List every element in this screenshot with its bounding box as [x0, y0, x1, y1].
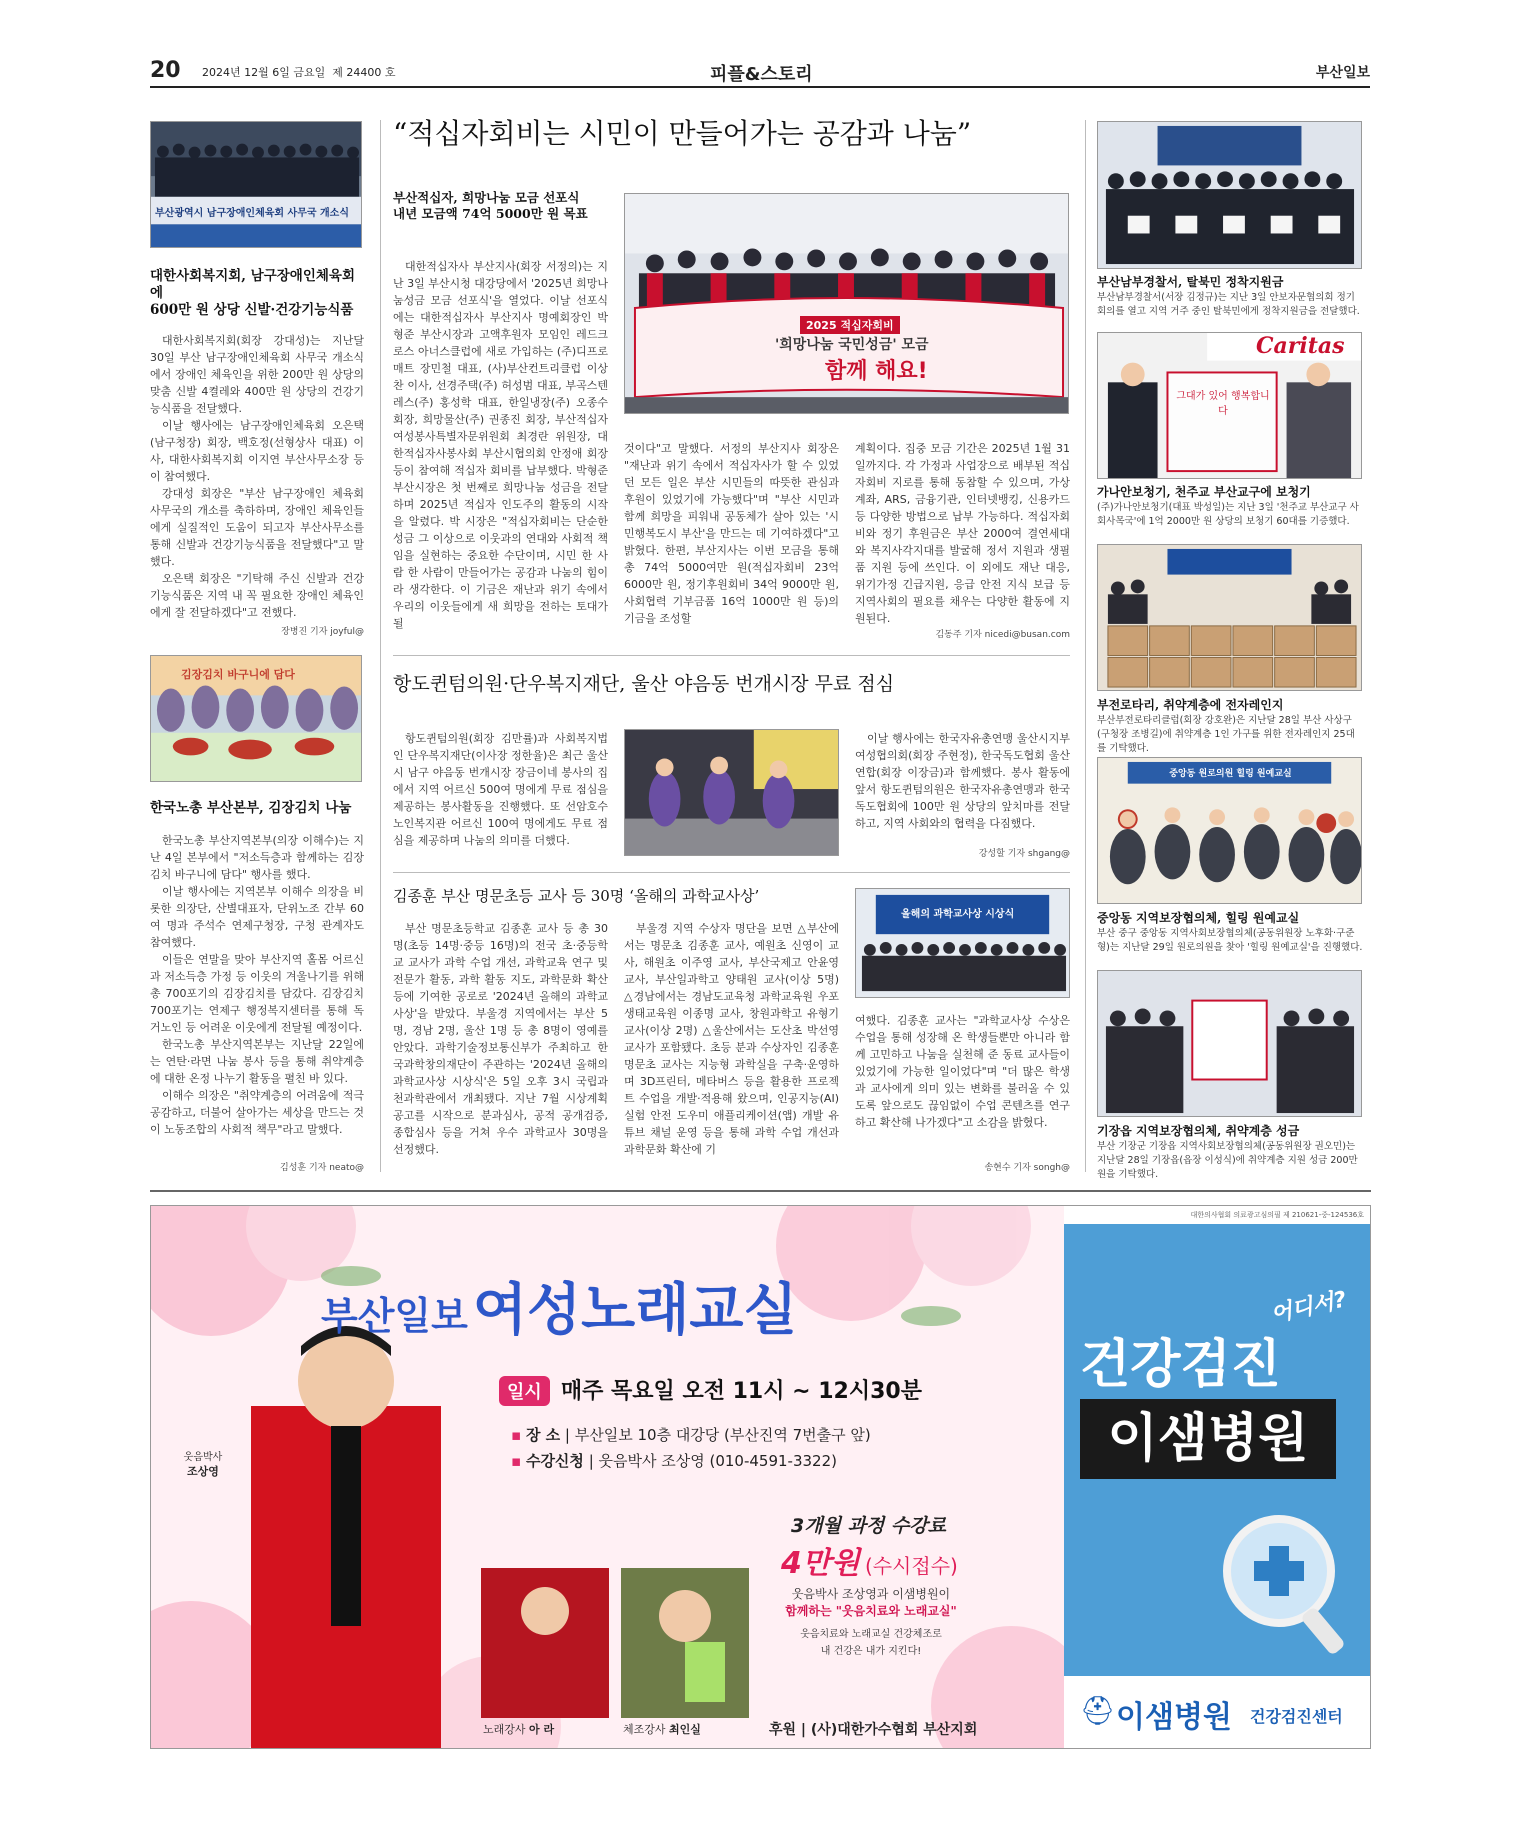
teacher2-label: 체조강사 최인실 — [623, 1723, 701, 1736]
article-c-col3: 여했다. 김종훈 교사는 "과학교사상 수상은 수업을 통해 성장해 온 학생들뿐만 아니라 함께 고민하고 나눔을 실천해 준 동료 교사들이 있었기에 가능한 일이었다"며 "더 많은 학생과 교사에게 의미 있는 변화를 불러올 수 있도록 앞으로도 끊임없이 수업 콘텐츠를 연구하고 확산해 나가겠다"고 소감을 밝혔다. — [855, 1014, 1070, 1129]
gardening-photo — [1097, 757, 1362, 904]
main-subheadline: 부산적십자, 희망나눔 모금 선포식 내년 모금액 74억 5000만 원 목표 — [393, 190, 588, 221]
gijang-photo — [1097, 970, 1362, 1117]
karaoke-title: 부산일보 여성노래교실 — [321, 1278, 798, 1343]
main-byline: 김동주 기자 nicedi@busan.com — [935, 630, 1070, 640]
award-banner-text: 올해의 과학교사상 시상식 — [901, 909, 1015, 920]
ad-divider — [150, 1190, 1371, 1192]
main-headline: “적십자회비는 시민이 만들어가는 공감과 나눔” — [393, 117, 972, 150]
gardening-banner-text: 중앙동 원로의원 힐링 원예교실 — [1169, 769, 1292, 779]
article-c-col1: 부산 명문초등학교 김종훈 교사 등 총 30명(초등 14명·중등 16명)의 전국 초·중등학교 교사가 과학 수업 개선, 과학교육 연구 및 전문가 활동, 과학 활동 지도, 과학문화 확산 등에 기여한 공로로 '2024년 올해의 과학교사상'을 받았다. 부울경 지역에서는 부산 5명, 경남 2명, 울산 1명 등 총 8명이 영예를 안았다. 과학기술정보통신부가 주최하고 한국과학창의재단이 주관하는 '2024년 올해의 과학교사상 시상식'은 5일 오후 3시 국립과천과학관에서 개최됐다. 지난 7월 시상계획 공고를 시작으로 분과심사, 공적 공개검증, 종합심사 등을 거쳐 우수 과학교사 30명을 선정했다. — [393, 922, 608, 1156]
advertisement — [150, 1205, 1371, 1749]
rotary-photo — [1097, 544, 1362, 691]
main-col3: 계획이다. 집중 모금 기간은 2025년 1월 31일까지다. 각 가정과 사업장으로 배부된 적십자회비 지로를 통해 동참할 수 있으며, 가상계좌, ARS, 금융기관, 인터넷뱅킹, 신용카드 등 다양한 방법으로 납부 가능하다. 적십자회비와 정기 후원금은 부산 2000여 결연세대와 복지사각지대를 발굴해 정서 지원과 생필품 지원 등에 쓰인다. 이 외에도 재난 대응, 위기가정 긴급지원, 응급 안전 지식 보급 등 지역사회의 필요를 채우는 다양한 활동에 지원된다. — [855, 442, 1070, 625]
course-label: 3개월 과정 수강료 — [791, 1515, 946, 1537]
article-b-byline: 강성할 기자 shgang@ — [978, 849, 1070, 859]
banner-together-text: 함께 해요! — [825, 359, 928, 384]
banner-campaign-text: '희망나눔 국민성금' 모금 — [775, 337, 929, 353]
divider-b-c — [393, 872, 1070, 873]
kimchi-photo — [150, 655, 362, 782]
column-divider-left — [380, 120, 381, 1172]
main-col2: 것이다"고 말했다. 서정의 부산지사 회장은 "재난과 위기 속에서 적십자사가 할 수 있었던 모든 일은 부산 시민들의 따뜻한 관심과 후원이 있었기에 가능했다"며 "부산 시민과 함께 희망을 피워내 공동체가 살아 있는 '시민행복도시 부산'을 만드는 데 기여하겠다"고 밝혔다. 한편, 부산지사는 이번 모금을 통해 총 74억 5000여만 원(적십자회비 23억 6000만 원, 정기후원회비 34억 9000만 원, 사회협력 기부금품 16억 1000만 원 등)의 기금을 조성할 — [624, 442, 839, 625]
karaoke-time: 일시 매주 목요일 오전 11시 ~ 12시30분 — [499, 1374, 922, 1406]
brief5: 기장읍 지역보장협의체, 취약계층 성금 부산 기장군 기장읍 지역사회보장협의체(공동위원장 권오민)는 지난달 28일 기장읍(읍장 이성식)에 취약계층 지원 성금 200만 원을 기탁했다. — [1097, 1124, 1358, 1180]
police-photo — [1097, 121, 1362, 269]
slogan-box: 웃음박사 조상영과 이샘병원이 함께하는 "웃음치료와 노래교실" 웃음치료와 노래교실 건강체조로 내 건강은 내가 지킨다! — [785, 1587, 957, 1657]
banner-year-text: 2025 적십자회비 — [800, 316, 900, 334]
hospital-ad — [1064, 1206, 1370, 1748]
kimchi-banner-text: 김장김치 바구니에 담다 — [181, 668, 295, 681]
karaoke-apply: ▪ 수강신청 | 웃음박사 조상영 (010-4591-3322) — [511, 1452, 837, 1470]
caritas-photo — [1097, 332, 1362, 479]
article1-byline: 장병진 기자 joyful@ — [281, 627, 364, 637]
teacher1-label: 노래강사 아 라 — [483, 1723, 555, 1736]
article-c-headline: 김종훈 부산 명문초등 교사 등 30명 ‘올해의 과학교사상’ — [393, 887, 760, 905]
article-b-headline: 항도퀸텀의원·단우복지재단, 울산 야음동 번개시장 무료 점심 — [393, 673, 895, 695]
article-b-col1: 항도퀸텀의원(회장 김만률)과 사회복지법인 단우복지재단(이사장 정한율)은 최근 울산시 남구 야음동 번개시장 장금이네 봉사의 집에서 지역 어르신 500여 명에게 무료 점심을 제공하는 봉사활동을 진행했다. 또 선암호수노인복지관 어르신 100여 명에게도 무료 점심을 제공하며 나눔의 의미를 더했다. — [393, 732, 608, 847]
section-title: 피플&스토리 — [710, 64, 813, 85]
brief4: 중앙동 지역보장협의체, 힐링 원예교실 부산 중구 중앙동 지역사회보장협의체(공동위원장 노후화·구준형)는 지난달 29일 원로의원을 찾아 '힐링 원예교실'을 진행했다. — [1097, 911, 1363, 953]
article2-headline: 한국노총 부산본부, 김장김치 나눔 — [150, 800, 352, 816]
article1-body: 대한사회복지회(회장 강대성)는 지난달 30일 부산 남구장애인체육회 사무국 개소식에서 장애인 체육인을 위한 200만 원 상당의 맞춤 신발 4켤레와 400만 원 상당의 건강기능식품을 전달했다. 이날 행사에는 남구장애인체육회 오은택(남구청장) 회장, 백호정(선형상사 대표) 이사, 대한사회복지회 이지연 부산사무소장 등이 참여했다. 강대성 회장은 "부산 남구장애인 체육회 사무국의 개소를 축하하며, 장애인 체육인들에게 실질적인 도움이 되고자 부산사무소를 통해 신발과 건강기능식품을 전달했다"고 말했다. 오은택 회장은 "기탁해 주신 신발과 건강기능식품은 지역 내 꼭 필요한 장애인 체육인에게 잘 전달하겠다"고 전했다. — [150, 334, 364, 619]
article2-byline: 김성훈 기자 neato@ — [280, 1163, 364, 1173]
disability-sports-photo — [150, 121, 362, 248]
ad-approval-note: 대한의사협회 의료광고심의필 제 210621-중-124536호 — [1064, 1206, 1370, 1224]
hospital-logo-icon: ⛑ — [1080, 1694, 1116, 1727]
hospital-logo-sub: 건강검진센터 — [1250, 1707, 1343, 1726]
page-header — [150, 58, 1370, 88]
main-col1: 대한적십자사 부산지사(회장 서정의)는 지난 3일 부산시청 대강당에서 '2025년 희망나눔성금 모금 선포식'을 열었다. 이날 선포식에는 대한적십자사 부산지사 명예회장인 박형준 부산시장과 고액후원자 모임인 레드크로스 아너스클럽에 새로 가입하는 (주)디프로매트 장민철 대표, (사)부산컨트리클럽 이상찬 이사, 선경주택(주) 허성범 대표, 부곡스텐레스(주) 홍성학 대표, 한일냉장(주) 오종수 회장, 희망물산(주) 권종진 회장, 부산적십자여성봉사특별자문위원회 최경란 위원장, 대한적십자사봉사회 부산시협의회 안정애 회장 등이 참여해 적십자 회비를 납부했다. 박형준 부산시장은 첫 번째로 희망나눔 성금을 전달하며 2025년 적십자 인도주의 활동의 시작을 알렸다. 박 시장은 "적십자회비는 단순한 성금 그 이상으로 이웃과의 연대와 사회적 책임을 실현하는 중요한 수단이며, 시민 한 사람 한 사람이 만들어가는 공감과 나눔의 힘이라 생각한다. 이 기금은 재난과 위기 속에서 우리의 이웃들에게 새 희망을 전하는 토대가 될 — [393, 260, 608, 630]
karaoke-place: ▪ 장 소 | 부산일보 10층 대강당 (부산진역 7번출구 앞) — [511, 1426, 871, 1444]
divider-main-b — [393, 655, 1070, 656]
karaoke-ad — [151, 1206, 1064, 1748]
article1-headline: 대한사회복지회, 남구장애인체육회에 600만 원 상당 신발·건강기능식품 — [150, 268, 356, 318]
article-c-col2: 부울경 지역 수상자 명단을 보면 △부산에서는 명문초 김종훈 교사, 예원초 신영이 교사, 해원초 이주영 교사, 부산국제고 안윤영 교사, 부산일과학고 양태원 교사(이상 5명) △경남에서는 경남도교육청 과학교육원 우포생태교육원 이종명 교사, 창원과학고 유형기 교사(이상 2명) △울산에서는 도산초 박선영 교사가 포함됐다. 초등 분과 수상자인 김종훈 명문초 교사는 지능형 과학실을 구축·운영하며 3D프린터, 메타버스 등을 활용한 프로젝트 수업을 개발·적용해 왔으며, 인공지능(AI) 실험 안전 도우미 애플리케이션(앱) 개발 유튜브 채널 운영 등을 통해 과학 수업 개선과 과학문화 확산에 기 — [624, 922, 839, 1156]
sponsor-label: 후원 | (사)대한가수협회 부산지회 — [769, 1722, 978, 1738]
science-award-photo — [855, 888, 1070, 998]
issue-date: 2024년 12월 6일 금요일 제 24400 호 — [202, 66, 396, 79]
article-b-col2: 이날 행사에는 한국자유총연맹 울산시지부 여성협의회(회장 주현정), 한국독도협회 울산연합(회장 이장금)과 함께했다. 봉사 활동에 앞서 항도퀸텀의원은 한국자유총연맹과 한국독도협회에 100만 원 상당의 앞치마를 전달하고, 지역 사회와의 협력을 다짐했다. — [855, 732, 1070, 830]
page-number: 20 — [150, 58, 181, 83]
checkup-text: 건강검진 — [1080, 1335, 1281, 1395]
article-c-byline: 송현수 기자 songh@ — [984, 1163, 1070, 1173]
brief2: 가나안보청기, 천주교 부산교구에 보청기 (주)가나안보청기(대표 박성일)는 지난 3일 '천주교 부산교구 사회사목국'에 1억 2000만 원 상당의 보청기 60대를 기증했다. — [1097, 485, 1359, 527]
paper-name: 부산일보 — [1315, 65, 1370, 81]
hospital-logo-text: 이샘병원 — [1116, 1700, 1232, 1735]
caritas-logo-text: Caritas — [1256, 333, 1345, 359]
article2-body: 한국노총 부산지역본부(의장 이해수)는 지난 4일 본부에서 "저소득층과 함께하는 김장김치 바구니에 담다" 행사를 했다. 이날 행사에는 지역본부 이해수 의장을 비롯한 의장단, 산별대표자, 단위노조 간부 60여 명과 주석수 연제구청장, 구청 관계자도 참여했다. 이들은 연말을 맞아 부산지역 홀몸 어르신과 저소득층 가정 등 이웃의 겨울나기를 위해 총 700포기의 김장김치를 담갔다. 김장김치 700포기는 연제구 행정복지센터를 통해 독거노인 등 어려운 이웃에게 전달될 예정이다. 한국노총 부산지역본부는 지난달 22일에는 연탄·라면 나눔 봉사 등을 통해 취약계층에 대한 온정 나누기 활동을 펼친 바 있다. 이해수 의장은 "취약계층의 어려움에 적극 공감하고, 더불어 살아가는 세상을 만드는 것이 노동조합의 사회적 책무"라고 말했다. — [150, 834, 364, 1136]
hospital-name-box: 이샘병원 — [1080, 1399, 1336, 1479]
course-fee: 4만원 (수시접수) — [781, 1546, 958, 1581]
caritas-card-text: 그대가 있어 행복합니다 — [1176, 391, 1270, 417]
brief3: 부전로타리, 취약계층에 전자레인지 부산부전로타리클럽(회장 강호완)은 지난달 28일 부산 사상구(구청장 조병길)에 취약계층 1인 가구를 위한 전자레인지 25대를 기탁했다. — [1097, 698, 1355, 754]
where-text: 어디서? — [1268, 1287, 1349, 1328]
brief1: 부산남부경찰서, 탈북민 정착지원금 부산남부경찰서(서장 김정규)는 지난 3일 안보자문협의회 정기회의를 열고 지역 거주 중인 탈북민에게 정착지원금을 전달했다. — [1097, 275, 1360, 317]
lunch-service-photo — [624, 729, 839, 856]
hospital-logo-bar — [1064, 1676, 1370, 1748]
photo-banner-text: 부산광역시 남구장애인체육회 사무국 개소식 — [155, 208, 349, 219]
red-cross-ceremony-photo — [624, 193, 1069, 414]
column-divider-right — [1085, 120, 1086, 1172]
host-label: 웃음박사 조상영 — [183, 1452, 223, 1478]
magnifier-icon — [1214, 1506, 1354, 1656]
